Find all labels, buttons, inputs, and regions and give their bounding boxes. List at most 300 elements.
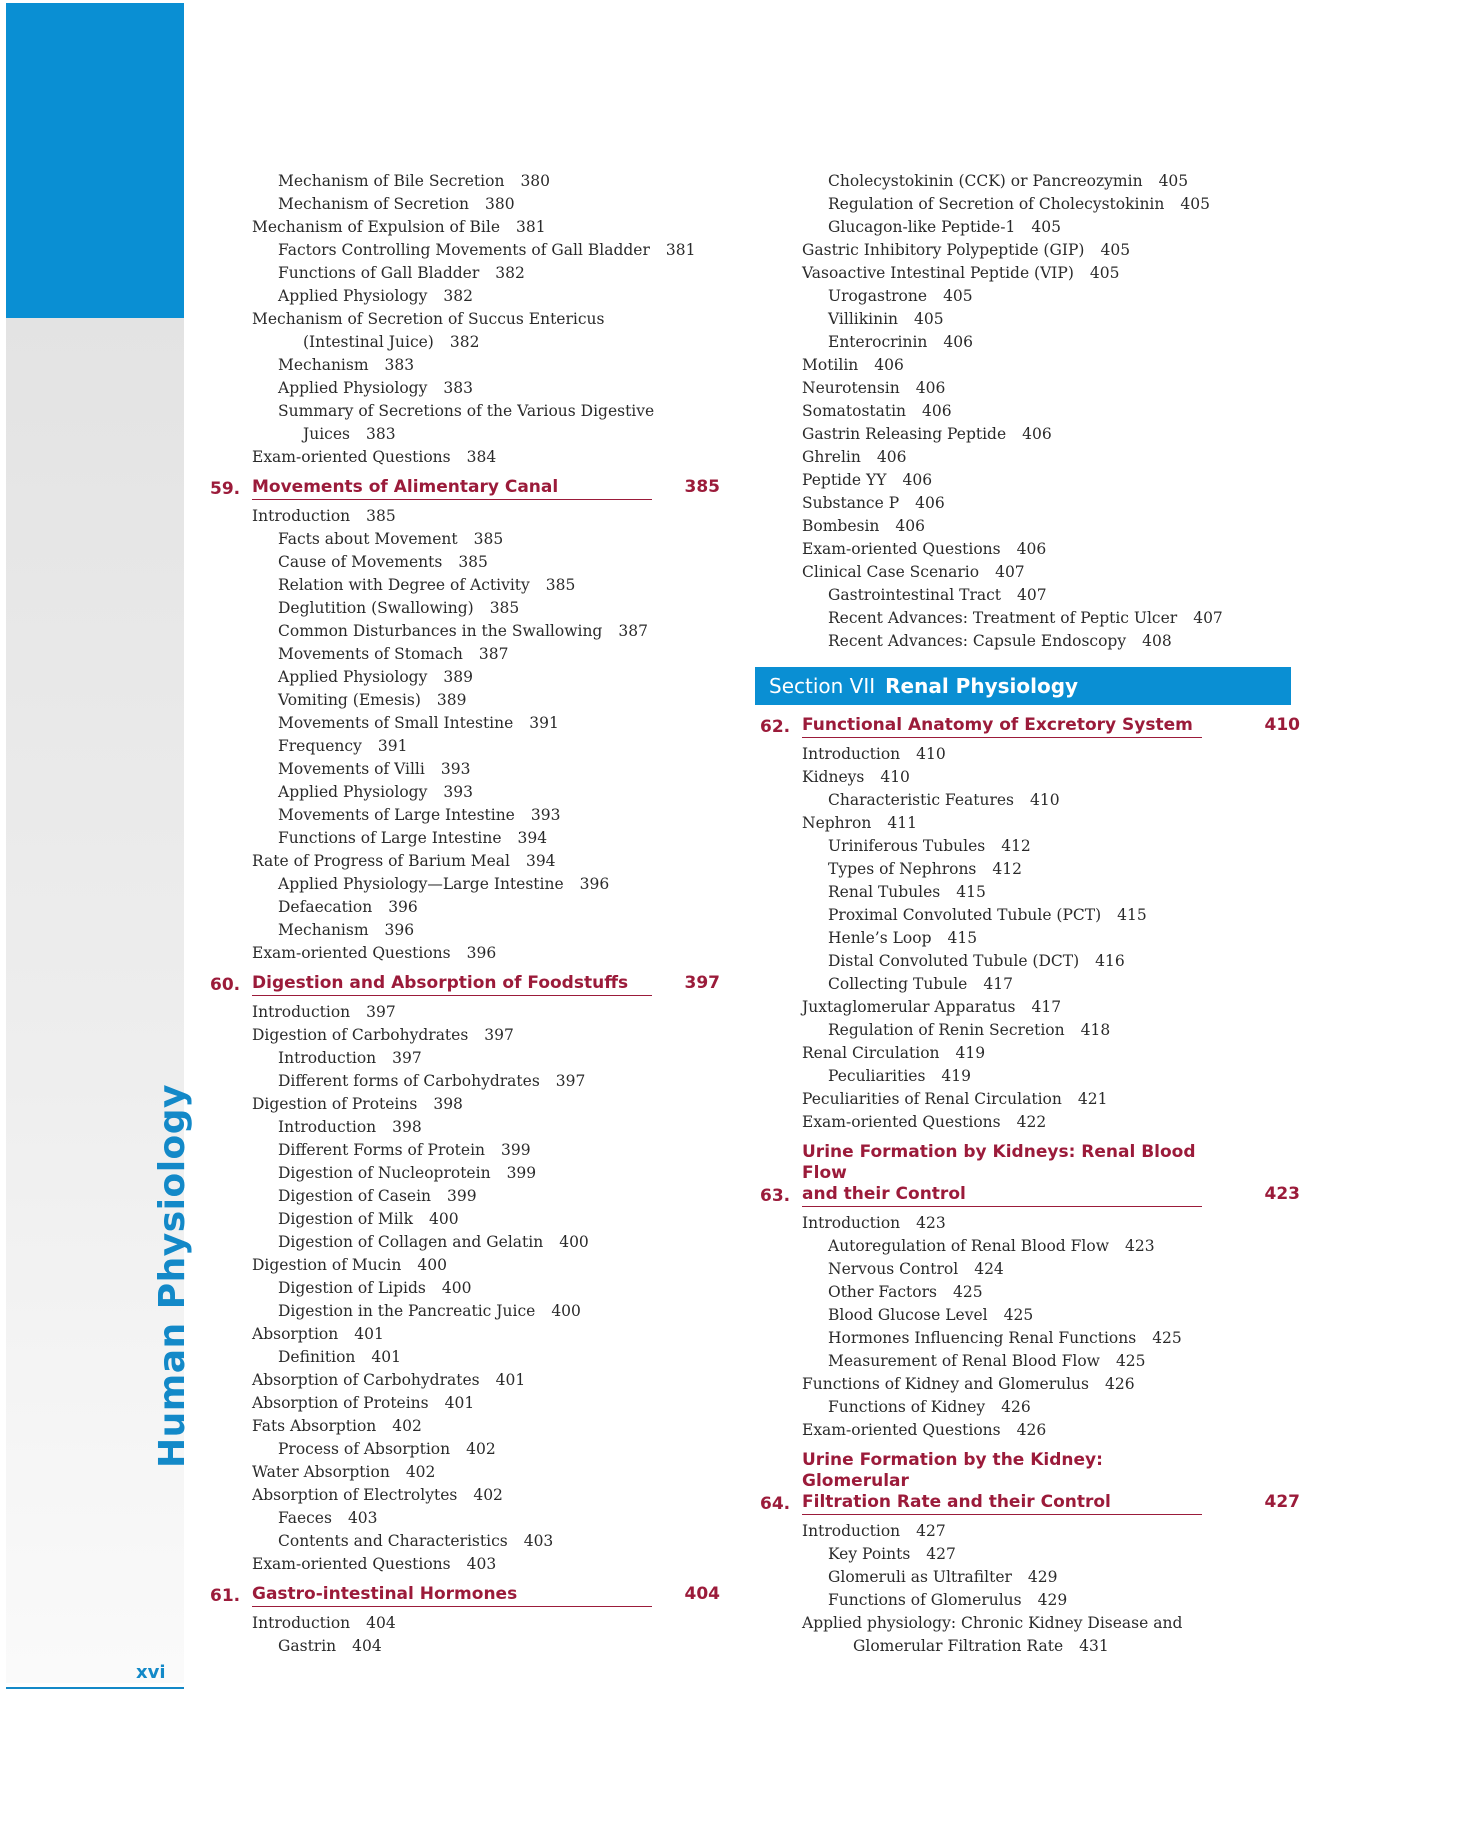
toc-entry[interactable] [760, 904, 1300, 927]
toc-entry-text: Urogastrone [828, 287, 928, 305]
toc-entry[interactable] [760, 1396, 1300, 1419]
toc-entry[interactable] [760, 170, 1300, 193]
toc-entry-page: 397 [555, 1072, 586, 1090]
toc-entry-page: 415 [947, 929, 978, 947]
toc-entry[interactable] [210, 735, 720, 758]
toc-entry[interactable] [210, 1507, 720, 1530]
toc-entry-page: 405 [943, 287, 973, 305]
toc-entry-page: 417 [983, 975, 1013, 993]
toc-entry[interactable] [210, 804, 720, 827]
chapter-title-line: Digestion and Absorption of Foodstuffs [252, 973, 629, 993]
toc-entry-text: Functions of Kidney and Glomerulus [802, 1375, 1089, 1393]
toc-entry[interactable] [760, 927, 1300, 950]
toc-entry-text: Introduction [278, 1049, 377, 1067]
toc-entry[interactable] [210, 1024, 720, 1047]
toc-entry[interactable] [210, 528, 720, 551]
toc-entry[interactable] [210, 1093, 720, 1116]
toc-entry-text: Facts about Movement [278, 530, 458, 548]
toc-entry-text: Kidneys [802, 768, 865, 786]
toc-entry-page: 399 [447, 1187, 477, 1205]
toc-entry-page: 405 [1100, 241, 1131, 259]
toc-entry[interactable] [210, 1461, 720, 1484]
toc-entry[interactable] [760, 835, 1300, 858]
toc-entry[interactable] [760, 1543, 1300, 1566]
toc-entry-page: 421 [1077, 1090, 1108, 1108]
toc-entry-page: 401 [495, 1371, 526, 1389]
toc-entry-page: 400 [441, 1279, 472, 1297]
toc-entry[interactable] [760, 377, 1300, 400]
toc-entry-page: 391 [529, 714, 559, 732]
toc-entry-text: Neurotensin [802, 379, 900, 397]
toc-entry-text: Juices [303, 425, 350, 443]
toc-entry[interactable] [210, 1635, 720, 1658]
toc-entry-page: 383 [365, 425, 396, 443]
toc-entry-page: 403 [347, 1509, 378, 1527]
toc-entry[interactable] [760, 584, 1300, 607]
toc-entry[interactable] [210, 781, 720, 804]
toc-entry-text: Blood Glucose Level [828, 1306, 988, 1324]
chapter-heading[interactable] [760, 1450, 1300, 1515]
toc-entry-page: 401 [354, 1325, 384, 1343]
toc-entry-page: 416 [1095, 952, 1125, 970]
toc-entry-page: 389 [436, 691, 467, 709]
toc-entry[interactable] [210, 1484, 720, 1507]
toc-entry-text: Uriniferous Tubules [828, 837, 986, 855]
toc-entry-text: Exam-oriented Questions [252, 944, 451, 962]
toc-entry[interactable] [760, 881, 1300, 904]
toc-entry-page: 412 [992, 860, 1022, 878]
toc-entry-text: Regulation of Secretion of Cholecystokinin [828, 195, 1165, 213]
toc-entry-text: Relation with Degree of Activity [278, 576, 530, 594]
toc-entry[interactable] [760, 423, 1300, 446]
toc-entry[interactable] [210, 1001, 720, 1024]
toc-entry[interactable] [760, 469, 1300, 492]
toc-entry[interactable] [210, 239, 720, 262]
toc-entry-text: Clinical Case Scenario [802, 563, 980, 581]
toc-entry[interactable] [760, 515, 1300, 538]
toc-entry-page: 425 [1115, 1352, 1146, 1370]
toc-entry-page: 403 [523, 1532, 554, 1550]
toc-entry-text: Functions of Gall Bladder [278, 264, 480, 282]
toc-entry-text: Rate of Progress of Barium Meal [252, 852, 510, 870]
toc-entry-page: 396 [388, 898, 418, 916]
chapter-heading[interactable] [760, 715, 1300, 738]
toc-entry[interactable] [760, 950, 1300, 973]
toc-entry[interactable] [210, 377, 720, 400]
toc-entry-text: Applied Physiology [278, 287, 428, 305]
toc-entry[interactable] [210, 712, 720, 735]
toc-entry-text: Factors Controlling Movements of Gall Bladder [278, 241, 650, 259]
toc-entry[interactable] [210, 643, 720, 666]
toc-entry[interactable] [210, 1162, 720, 1185]
toc-entry[interactable] [210, 1346, 720, 1369]
toc-entry-page: 401 [371, 1348, 401, 1366]
toc-entry[interactable] [760, 193, 1300, 216]
toc-right-column [760, 170, 1300, 1658]
toc-entry-page: 385 [366, 507, 396, 525]
toc-entry[interactable] [210, 1070, 720, 1093]
toc-entry-page: 406 [876, 448, 907, 466]
toc-entry-text: Introduction [278, 1118, 377, 1136]
toc-entry-text: Introduction [802, 1214, 901, 1232]
toc-entry-page: 400 [559, 1233, 589, 1251]
chapter-title-line: and their Control [802, 1184, 966, 1204]
toc-entry-text: Introduction [802, 745, 901, 763]
toc-entry[interactable] [210, 354, 720, 377]
toc-entry[interactable] [760, 1419, 1300, 1442]
chapter-heading[interactable] [210, 477, 720, 500]
toc-entry-text: Contents and Characteristics [278, 1532, 508, 1550]
toc-entry-text: Functions of Glomerulus [828, 1591, 1022, 1609]
toc-entry[interactable] [210, 170, 720, 193]
toc-entry-text: Water Absorption [252, 1463, 390, 1481]
toc-entry-page: 382 [495, 264, 525, 282]
toc-entry-text: Mechanism of Secretion of Succus Entericus [252, 310, 605, 328]
toc-entry-page: 406 [902, 471, 933, 489]
toc-entry-page: 385 [545, 576, 576, 594]
toc-entry-page: 405 [1180, 195, 1210, 213]
toc-entry[interactable] [760, 1281, 1300, 1304]
toc-entry[interactable] [210, 400, 720, 423]
toc-entry-text: Movements of Villi [278, 760, 425, 778]
toc-entry-text: Bombesin [802, 517, 880, 535]
chapter-title-line: Urine Formation by Kidneys: Renal Blood Flow [802, 1142, 1196, 1183]
toc-entry-text: Vomiting (Emesis) [278, 691, 421, 709]
toc-entry-text: Autoregulation of Renal Blood Flow [828, 1237, 1109, 1255]
chapter-page: 410 [1264, 715, 1300, 735]
toc-entry-page: 405 [914, 310, 944, 328]
toc-entry-text: Peculiarities of Renal Circulation [802, 1090, 1062, 1108]
toc-entry-page: 424 [974, 1260, 1004, 1278]
toc-entry-page: 396 [466, 944, 497, 962]
chapter-title-line: Filtration Rate and their Control [802, 1492, 1111, 1512]
toc-entry-text: Somatostatin [802, 402, 907, 420]
toc-entry-text: Digestion of Collagen and Gelatin [278, 1233, 544, 1251]
toc-entry[interactable] [210, 689, 720, 712]
toc-entry-page: 406 [915, 379, 946, 397]
chapter-number: 60. [210, 975, 241, 995]
toc-entry[interactable] [760, 1235, 1300, 1258]
toc-entry-text: Motilin [802, 356, 859, 374]
toc-entry[interactable] [760, 1258, 1300, 1281]
toc-entry-text: (Intestinal Juice) [303, 333, 434, 351]
toc-entry[interactable] [760, 743, 1300, 766]
toc-entry-text: Absorption [252, 1325, 339, 1343]
toc-entry-text: Fats Absorption [252, 1417, 377, 1435]
toc-entry[interactable] [760, 354, 1300, 377]
toc-entry[interactable] [760, 1327, 1300, 1350]
toc-entry-page: 406 [1022, 425, 1052, 443]
toc-entry[interactable] [760, 1304, 1300, 1327]
toc-entry[interactable] [760, 1520, 1300, 1543]
toc-entry-page: 410 [880, 768, 910, 786]
toc-entry-page: 408 [1142, 632, 1172, 650]
toc-entry-page: 399 [501, 1141, 531, 1159]
toc-entry-page: 406 [943, 333, 974, 351]
chapter-number: 63. [760, 1186, 791, 1206]
toc-entry-text: Movements of Stomach [278, 645, 463, 663]
toc-entry[interactable] [760, 216, 1300, 239]
toc-entry-page: 380 [485, 195, 515, 213]
toc-entry[interactable] [210, 1254, 720, 1277]
toc-entry[interactable] [210, 850, 720, 873]
toc-entry[interactable] [210, 1139, 720, 1162]
toc-entry[interactable] [210, 285, 720, 308]
toc-entry[interactable] [760, 262, 1300, 285]
toc-entry-text: Introduction [802, 1522, 901, 1540]
toc-entry[interactable] [760, 812, 1300, 835]
toc-entry-page: 394 [517, 829, 548, 847]
toc-entry-page: 419 [955, 1044, 986, 1062]
toc-entry[interactable] [760, 308, 1300, 331]
toc-entry-page: 398 [433, 1095, 463, 1113]
toc-entry[interactable] [760, 331, 1300, 354]
toc-entry[interactable] [760, 1612, 1300, 1635]
toc-entry-text: Introduction [252, 507, 351, 525]
toc-entry-text: Recent Advances: Capsule Endoscopy [828, 632, 1127, 650]
toc-entry[interactable] [760, 766, 1300, 789]
toc-entry-page: 400 [551, 1302, 581, 1320]
toc-entry-text: Introduction [252, 1003, 351, 1021]
toc-entry[interactable] [760, 1635, 1300, 1658]
toc-entry-page: 410 [916, 745, 946, 763]
toc-entry[interactable] [760, 996, 1300, 1019]
toc-entry-text: Exam-oriented Questions [802, 1421, 1001, 1439]
toc-entry[interactable] [760, 1019, 1300, 1042]
toc-entry-text: Deglutition (Swallowing) [278, 599, 474, 617]
chapter-page: 397 [684, 973, 720, 993]
toc-entry-text: Common Disturbances in the Swallowing [278, 622, 603, 640]
toc-entry[interactable] [760, 973, 1300, 996]
toc-entry[interactable] [210, 758, 720, 781]
toc-entry-page: 406 [874, 356, 904, 374]
toc-entry[interactable] [210, 1300, 720, 1323]
chapter-title-line: Gastro-intestinal Hormones [252, 1584, 518, 1604]
toc-entry-text: Villikinin [828, 310, 899, 328]
toc-entry[interactable] [210, 1231, 720, 1254]
toc-entry-page: 393 [443, 783, 473, 801]
toc-entry-page: 427 [916, 1522, 946, 1540]
toc-entry-text: Cholecystokinin (CCK) or Pancreozymin [828, 172, 1143, 190]
toc-entry-text: Defaecation [278, 898, 373, 916]
toc-entry-page: 396 [579, 875, 610, 893]
toc-entry[interactable] [210, 1438, 720, 1461]
toc-entry-page: 404 [366, 1614, 396, 1632]
toc-entry-text: Nervous Control [828, 1260, 959, 1278]
toc-entry[interactable] [210, 193, 720, 216]
toc-entry[interactable] [210, 1277, 720, 1300]
toc-entry[interactable] [760, 285, 1300, 308]
toc-entry-page: 415 [956, 883, 986, 901]
chapter-page: 404 [684, 1584, 720, 1604]
toc-entry-text: Applied physiology: Chronic Kidney Disease and [802, 1614, 1183, 1632]
toc-entry-page: 382 [449, 333, 480, 351]
toc-entry[interactable] [210, 1415, 720, 1438]
toc-entry-page: 398 [392, 1118, 422, 1136]
toc-entry[interactable] [210, 1553, 720, 1576]
toc-entry-text: Exam-oriented Questions [802, 540, 1001, 558]
toc-entry[interactable] [760, 538, 1300, 561]
toc-entry[interactable] [210, 1208, 720, 1231]
toc-entry-page: 411 [887, 814, 917, 832]
toc-entry-page: 401 [444, 1394, 475, 1412]
toc-entry-text: Exam-oriented Questions [802, 1113, 1001, 1131]
toc-entry-page: 400 [417, 1256, 447, 1274]
toc-entry-text: Key Points [828, 1545, 911, 1563]
toc-entry-text: Mechanism of Expulsion of Bile [252, 218, 501, 236]
toc-entry-page: 406 [1016, 540, 1047, 558]
chapter-heading[interactable] [210, 973, 720, 996]
toc-entry[interactable] [760, 400, 1300, 423]
chapter-title [802, 1142, 1202, 1207]
toc-entry-text: Mechanism [278, 356, 369, 374]
toc-entry-text: Digestion of Milk [278, 1210, 414, 1228]
toc-entry[interactable] [760, 1589, 1300, 1612]
toc-entry-page: 387 [618, 622, 648, 640]
toc-entry[interactable] [760, 1065, 1300, 1088]
toc-entry[interactable] [210, 919, 720, 942]
toc-entry-page: 385 [458, 553, 488, 571]
toc-entry-page: 427 [926, 1545, 956, 1563]
toc-entry-text: Glucagon-like Peptide-1 [828, 218, 1016, 236]
toc-entry-text: Exam-oriented Questions [252, 1555, 451, 1573]
toc-entry[interactable] [760, 1566, 1300, 1589]
toc-entry-text: Renal Tubules [828, 883, 941, 901]
toc-entry-page: 429 [1027, 1568, 1058, 1586]
toc-entry-text: Applied Physiology [278, 379, 428, 397]
toc-entry[interactable] [760, 561, 1300, 584]
chapter-title-line: Functional Anatomy of Excretory System [802, 715, 1193, 735]
toc-entry[interactable] [760, 239, 1300, 262]
chapter-title [802, 715, 1202, 738]
toc-entry[interactable] [760, 607, 1300, 630]
toc-entry[interactable] [760, 1212, 1300, 1235]
toc-entry-text: Nephron [802, 814, 872, 832]
toc-entry-page: 393 [530, 806, 561, 824]
toc-entry[interactable] [760, 1088, 1300, 1111]
toc-entry[interactable] [210, 1323, 720, 1346]
toc-entry-page: 404 [352, 1637, 382, 1655]
toc-entry-text: Henle’s Loop [828, 929, 932, 947]
toc-entry[interactable] [760, 1042, 1300, 1065]
toc-entry-text: Summary of Secretions of the Various Digestive [278, 402, 655, 420]
toc-entry-text: Cause of Movements [278, 553, 443, 571]
toc-entry-page: 405 [1158, 172, 1189, 190]
toc-entry[interactable] [210, 620, 720, 643]
toc-entry-text: Introduction [252, 1614, 351, 1632]
toc-entry-page: 385 [489, 599, 520, 617]
toc-entry[interactable] [210, 216, 720, 239]
toc-entry[interactable] [210, 873, 720, 896]
toc-entry-page: 407 [1017, 586, 1047, 604]
toc-entry-page: 407 [995, 563, 1025, 581]
toc-entry-text: Ghrelin [802, 448, 861, 466]
toc-entry[interactable] [210, 942, 720, 965]
toc-entry-page: 412 [1001, 837, 1031, 855]
toc-entry-text: Applied Physiology—Large Intestine [278, 875, 564, 893]
toc-entry[interactable] [210, 308, 720, 331]
toc-entry-text: Definition [278, 1348, 356, 1366]
toc-entry[interactable] [760, 858, 1300, 881]
toc-entry-text: Absorption of Electrolytes [252, 1486, 458, 1504]
toc-entry-text: Digestion of Proteins [252, 1095, 418, 1113]
toc-entry-page: 382 [443, 287, 473, 305]
toc-entry[interactable] [210, 1612, 720, 1635]
toc-entry[interactable] [210, 262, 720, 285]
toc-entry-text: Enterocrinin [828, 333, 928, 351]
chapter-heading[interactable] [210, 1584, 720, 1607]
toc-entry-text: Digestion of Lipids [278, 1279, 426, 1297]
toc-entry-text: Applied Physiology [278, 668, 428, 686]
toc-entry-page: 393 [440, 760, 471, 778]
toc-entry-page: 417 [1031, 998, 1062, 1016]
toc-entry-page: 415 [1117, 906, 1147, 924]
toc-entry[interactable] [210, 505, 720, 528]
toc-entry[interactable] [210, 827, 720, 850]
toc-entry[interactable] [760, 1111, 1300, 1134]
toc-entry-text: Glomeruli as Ultrafilter [828, 1568, 1012, 1586]
toc-entry[interactable] [760, 789, 1300, 812]
toc-entry[interactable] [210, 1185, 720, 1208]
toc-entry[interactable] [210, 551, 720, 574]
chapter-number: 61. [210, 1586, 241, 1606]
toc-entry-text: Digestion of Nucleoprotein [278, 1164, 491, 1182]
toc-entry[interactable] [210, 666, 720, 689]
toc-entry-text: Gastrin Releasing Peptide [802, 425, 1007, 443]
chapter-page: 427 [1264, 1492, 1300, 1512]
toc-entry[interactable] [210, 1116, 720, 1139]
toc-entry-page: 383 [384, 356, 415, 374]
book-title-vertical: Human Physiology [152, 1083, 193, 1468]
toc-entry[interactable] [210, 1392, 720, 1415]
chapter-heading[interactable] [760, 1142, 1300, 1207]
toc-entry[interactable] [210, 423, 720, 446]
section-label: Section VII [769, 674, 876, 698]
toc-entry-page: 425 [1152, 1329, 1182, 1347]
toc-entry[interactable] [210, 896, 720, 919]
toc-entry-text: Glomerular Filtration Rate [853, 1637, 1064, 1655]
toc-entry-page: 406 [915, 494, 945, 512]
toc-entry-page: 402 [466, 1440, 496, 1458]
toc-entry[interactable] [210, 1047, 720, 1070]
toc-entry[interactable] [760, 446, 1300, 469]
toc-entry-text: Mechanism [278, 921, 369, 939]
toc-entry[interactable] [760, 492, 1300, 515]
toc-entry[interactable] [760, 1350, 1300, 1373]
toc-entry[interactable] [760, 1373, 1300, 1396]
toc-entry[interactable] [210, 331, 720, 354]
chapter-title [252, 477, 652, 500]
toc-entry[interactable] [210, 574, 720, 597]
toc-entry[interactable] [210, 1369, 720, 1392]
toc-entry-text: Functions of Kidney [828, 1398, 986, 1416]
toc-entry[interactable] [210, 597, 720, 620]
toc-entry-text: Mechanism of Bile Secretion [278, 172, 505, 190]
toc-entry[interactable] [210, 1530, 720, 1553]
section-title: Renal Physiology [885, 674, 1079, 698]
toc-entry-text: Gastrointestinal Tract [828, 586, 1002, 604]
toc-entry-page: 384 [466, 448, 497, 466]
toc-entry-page: 402 [392, 1417, 422, 1435]
toc-entry-text: Peculiarities [828, 1067, 926, 1085]
toc-entry-text: Frequency [278, 737, 362, 755]
toc-entry-text: Types of Nephrons [828, 860, 977, 878]
toc-entry-text: Different Forms of Protein [278, 1141, 486, 1159]
toc-entry-page: 405 [1031, 218, 1061, 236]
chapter-number: 62. [760, 717, 791, 737]
toc-entry[interactable] [760, 630, 1300, 653]
toc-entry[interactable] [210, 446, 720, 469]
